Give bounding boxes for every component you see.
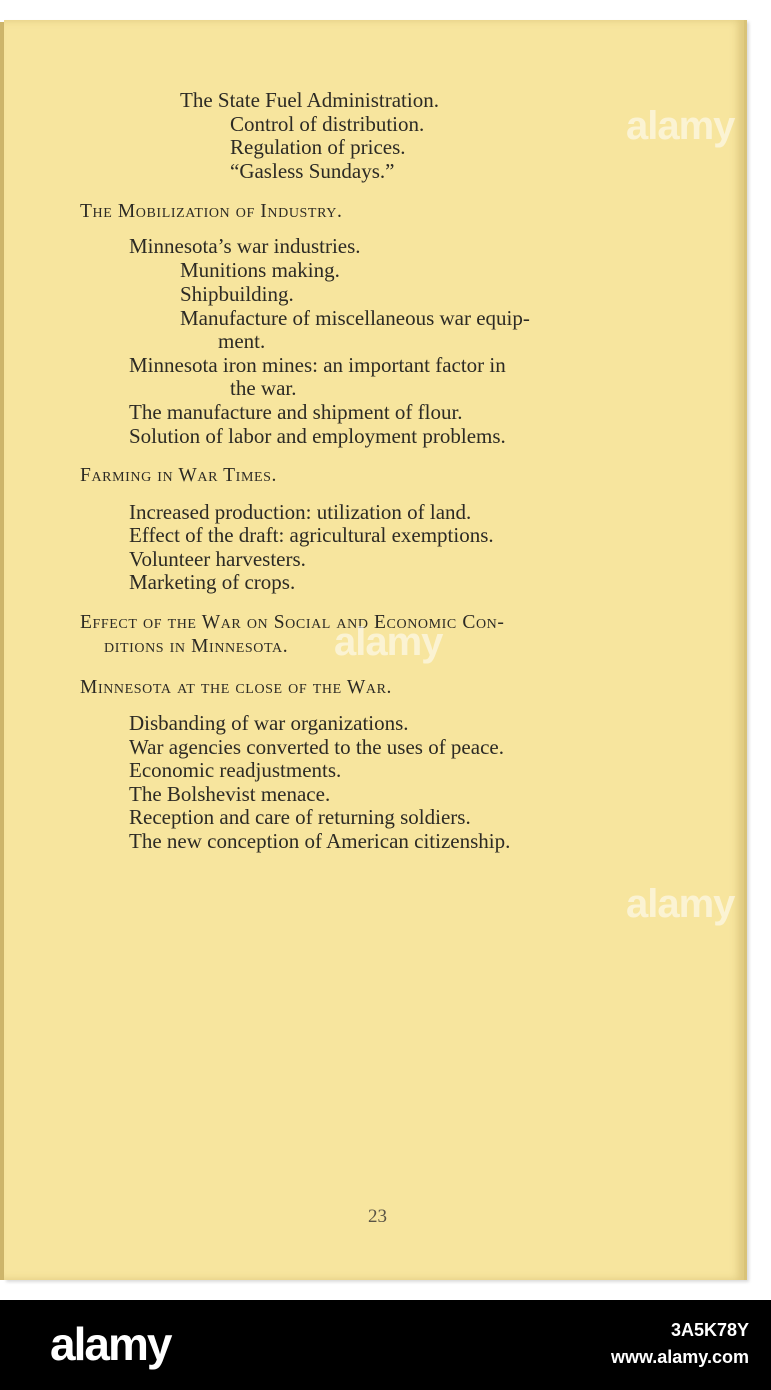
document-page xyxy=(4,20,747,1280)
section-heading-continued: ditions in Minnesota. xyxy=(104,636,289,657)
watermark: alamy xyxy=(626,882,735,926)
outline-subitem: Shipbuilding. xyxy=(180,282,294,306)
outline-item: The new conception of American citizenship. xyxy=(129,829,511,853)
outline-item-continued: the war. xyxy=(230,376,297,400)
stock-footer-bar xyxy=(0,1300,771,1390)
outline-item: The manufacture and shipment of flour. xyxy=(129,400,463,424)
outline-subitem: Manufacture of miscellaneous war equip- xyxy=(180,306,530,330)
outline-item: Economic readjustments. xyxy=(129,758,342,782)
outline-item: Volunteer harvesters. xyxy=(129,547,306,571)
outline-item: Minnesota iron mines: an important factor in xyxy=(129,353,506,377)
outline-item: Increased production: utilization of land. xyxy=(129,500,472,524)
outline-subitem: Control of distribution. xyxy=(230,112,425,136)
image-id: 3A5K78Y xyxy=(670,1320,749,1340)
outline-item: Marketing of crops. xyxy=(129,570,296,594)
outline-subitem-continued: ment. xyxy=(218,329,266,353)
outline-item: Minnesota’s war industries. xyxy=(129,234,361,258)
outline-subitem: Regulation of prices. xyxy=(230,135,406,159)
outline-item: Reception and care of returning soldiers. xyxy=(129,805,471,829)
page-number: 23 xyxy=(368,1206,387,1227)
outline-item: The State Fuel Administration. xyxy=(180,88,439,112)
outline-item: The Bolshevist menace. xyxy=(129,782,331,806)
watermark: alamy xyxy=(334,620,443,664)
section-heading: Effect of the War on Social and Economic Con- xyxy=(80,612,505,633)
section-heading: Farming in War Times. xyxy=(80,465,278,486)
outline-item: War agencies converted to the uses of peace. xyxy=(129,735,504,759)
section-heading: The Mobilization of Industry. xyxy=(80,201,343,222)
outline-subitem: Munitions making. xyxy=(180,258,340,282)
section-heading: Minnesota at the close of the War. xyxy=(80,677,393,698)
outline-item: Disbanding of war organizations. xyxy=(129,711,409,735)
outline-subitem: “Gasless Sundays.” xyxy=(230,159,395,183)
outline-item: Effect of the draft: agricultural exemptions. xyxy=(129,523,494,547)
watermark: alamy xyxy=(626,104,735,148)
site-url: www.alamy.com xyxy=(610,1347,749,1367)
alamy-logo: alamy xyxy=(50,1318,171,1370)
outline-item: Solution of labor and employment problems. xyxy=(129,424,506,448)
